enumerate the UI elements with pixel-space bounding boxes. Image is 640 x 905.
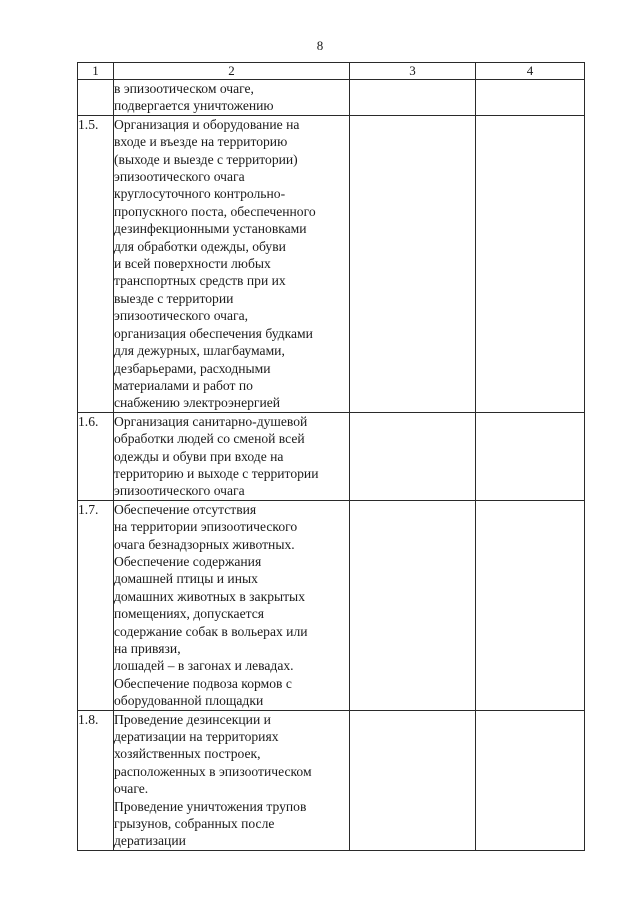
measure-text-line: организация обеспечения будками [114,325,313,341]
measure-text-line: и всей поверхности любых [114,256,271,272]
measure-text-line: оборудованной площадки [114,693,264,709]
header-cell-4: 4 [476,63,585,80]
measure-text-line: транспортных средств при их [114,273,286,289]
measure-text-cell [114,500,350,710]
row-number-cell: 1.8. [78,710,114,850]
measure-text-cell [114,412,350,500]
measure-text-line: в эпизоотическом очаге, [114,81,254,96]
table-row [78,412,585,500]
row-number-cell: 1.7. [78,500,114,710]
measure-text-line: Обеспечение содержания [114,553,262,569]
measure-text-line: домашней птицы и иных [114,571,258,587]
measure-text-line: обработки людей со сменой всей [114,431,305,447]
measure-text-line: содержание собак в вольерах или [114,623,308,639]
column-4-cell [476,80,585,116]
row-number-cell [78,80,114,116]
measure-text-line: (выходе и выезде с территории) [114,151,298,167]
measure-text-line: Организация и оборудование на [114,116,300,132]
header-cell-1: 1 [78,63,114,80]
measure-text-line: входе и въезде на территорию [114,134,288,150]
measure-text-line: одежды и обуви при входе на [114,448,284,464]
measure-text-line: на привязи, [114,641,181,656]
measures-table [77,62,585,851]
column-3-cell [350,710,476,850]
measure-text-line: эпизоотического очага [114,169,245,185]
measure-text-line: территорию и выходе с территории [114,465,319,481]
measure-text-line: выезде с территории [114,290,234,306]
column-3-cell [350,115,476,412]
measure-text-line: Проведение уничтожения трупов [114,798,307,814]
measure-text-line: эпизоотического очага [114,483,245,499]
measure-text-line: помещениях, допускается [114,606,265,622]
measure-text-line: для обработки одежды, обуви [114,238,286,254]
measure-text-line: круглосуточного контрольно- [114,186,286,202]
header-cell-2: 2 [114,63,350,80]
measure-text-line: домашних животных в закрытых [114,588,305,604]
column-3-cell [350,500,476,710]
page-number: 8 [316,38,324,53]
measure-text-line: расположенных в эпизоотическом [114,763,312,779]
table-row [78,115,585,412]
measure-text-line: для дежурных, шлагбаумами, [114,343,285,359]
column-4-cell [476,710,585,850]
measure-text-line: лошадей – в загонах и левадах. [114,658,294,674]
column-3-cell [350,412,476,500]
measure-text-line: пропускного поста, обеспеченного [114,203,316,219]
measure-text-line: Проведение дезинсекции и [114,711,271,727]
measure-text-line: очага безнадзорных животных. [114,536,295,552]
table-row [78,80,585,116]
measure-text-line: Обеспечение подвоза кормов с [114,675,292,691]
measure-text-line: дератизации [114,833,186,849]
measure-text-cell [114,80,350,116]
measure-text-line: хозяйственных построек, [114,746,261,762]
measure-text-line: Обеспечение отсутствия [114,501,257,517]
column-4-cell [476,412,585,500]
table-body [78,63,585,851]
column-3-cell [350,80,476,116]
row-number-cell: 1.5. [78,115,114,412]
header-cell-3: 3 [350,63,476,80]
header-row [78,63,585,80]
measure-text-line: дезинфекционными установками [114,221,307,237]
column-4-cell [476,500,585,710]
measure-text-line: подвергается уничтожению [114,98,274,114]
measure-text-cell [114,710,350,850]
measure-text-line: дератизации на территориях [114,729,279,745]
table-row [78,500,585,710]
table-row [78,710,585,850]
measure-text-line: дезбарьерами, расходными [114,360,271,376]
measure-text-line: Организация санитарно-душевой [114,413,308,429]
measure-text-line: снабжению электроэнергией [114,395,281,411]
measure-text-line: очаге. [114,781,149,797]
measure-text-line: грызунов, собранных после [114,816,275,832]
measure-text-cell [114,115,350,412]
measure-text-line: на территории эпизоотического [114,519,298,535]
column-4-cell [476,115,585,412]
measure-text-line: эпизоотического очага, [114,308,249,324]
row-number-cell: 1.6. [78,412,114,500]
measure-text-line: материалами и работ по [114,377,253,393]
